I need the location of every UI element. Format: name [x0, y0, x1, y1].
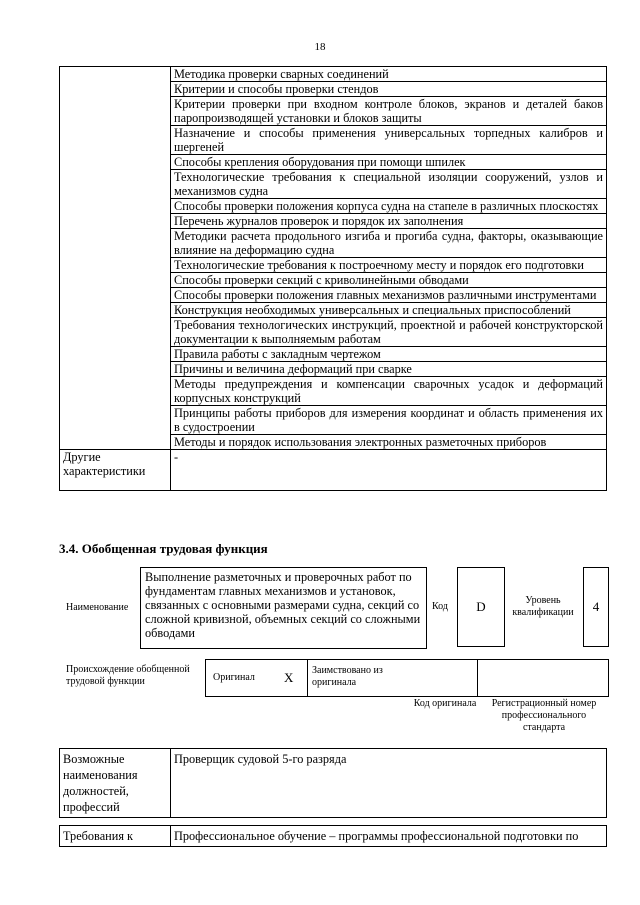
requirement-item: Методики расчета продольного изгиба и прогиба судна, факторы, оказывающие влияние на деформацию судна	[171, 229, 607, 258]
requirement-item: Способы проверки положения главных механизмов различными инструментами	[171, 288, 607, 303]
original-mark: X	[284, 670, 294, 685]
code-value: D	[457, 567, 505, 647]
requirement-item: Перечень журналов проверок и порядок их заполнения	[171, 214, 607, 229]
level-label: Уровень квалификации	[512, 595, 574, 618]
original-code-caption: Код оригинала	[413, 698, 477, 709]
origin-label: Происхождение обобщенной трудовой функции	[66, 664, 190, 687]
requirement-item: Критерии и способы проверки стендов	[171, 82, 607, 97]
positions-table	[59, 748, 607, 818]
other-characteristics-value: -	[171, 450, 607, 491]
requirement-item: Критерии проверки при входном контроле блоков, экранов и деталей баков паропроизводящей установки и блоков защиты	[171, 97, 607, 126]
requirement-item: Способы проверки секций с криволинейными обводами	[171, 273, 607, 288]
education-label: Требования к	[60, 826, 171, 847]
requirement-item: Правила работы с закладным чертежом	[171, 347, 607, 362]
requirement-item: Методы предупреждения и компенсации сварочных усадок и деформаций корпусных конструкций	[171, 377, 607, 406]
function-name: Выполнение разметочных и проверочных работ по фундаментам главных механизмов и установок, связанных с основными размерами судна, секций со сложной кривизной, объемных секций со сложными обводами	[140, 567, 427, 649]
education-value: Профессиональное обучение – программы профессиональной подготовки по	[171, 826, 607, 847]
positions-value: Проверщик судовой 5-го разряда	[171, 749, 607, 818]
requirement-item: Принципы работы приборов для измерения координат и область применения их в судостроении	[171, 406, 607, 435]
knowledge-requirements-table	[59, 66, 607, 491]
requirements-label-cell	[60, 67, 171, 450]
requirement-item: Технологические требования к построечному месту и порядок его подготовки	[171, 258, 607, 273]
other-characteristics-label: Другие характеристики	[60, 450, 171, 491]
section-title: 3.4. Обобщенная трудовая функция	[59, 541, 268, 556]
requirement-item: Требования технологических инструкций, проектной и рабочей конструкторской документации к выполняемым работам	[171, 318, 607, 347]
level-value: 4	[583, 567, 609, 647]
requirement-item: Способы крепления оборудования при помощи шпилек	[171, 155, 607, 170]
code-label: Код	[432, 601, 448, 612]
requirement-item: Технологические требования к специальной изоляции сооружений, узлов и механизмов судна	[171, 170, 607, 199]
page-number: 18	[314, 41, 326, 53]
requirement-item: Назначение и способы применения универсальных торпедных калибров и шергеней	[171, 126, 607, 155]
reg-number-caption: Регистрационный номер профессионального стандарта	[491, 698, 597, 733]
borrowed-label: Заимствовано из оригинала	[312, 665, 383, 688]
education-table	[59, 825, 607, 847]
requirement-item: Способы проверки положения корпуса судна на стапеле в различных плоскостях	[171, 199, 607, 214]
positions-label: Возможные наименования должностей, профессий	[60, 749, 171, 818]
requirement-item: Причины и величина деформаций при сварке	[171, 362, 607, 377]
original-label: Оригинал	[213, 672, 255, 683]
other-characteristics-row	[60, 450, 607, 491]
requirement-item: Методика проверки сварных соединений	[171, 67, 607, 82]
requirement-item: Конструкция необходимых универсальных и специальных приспособлений	[171, 303, 607, 318]
name-label: Наименование	[66, 602, 129, 613]
requirement-row	[60, 67, 607, 82]
requirement-item: Методы и порядок использования электронных разметочных приборов	[171, 435, 607, 450]
